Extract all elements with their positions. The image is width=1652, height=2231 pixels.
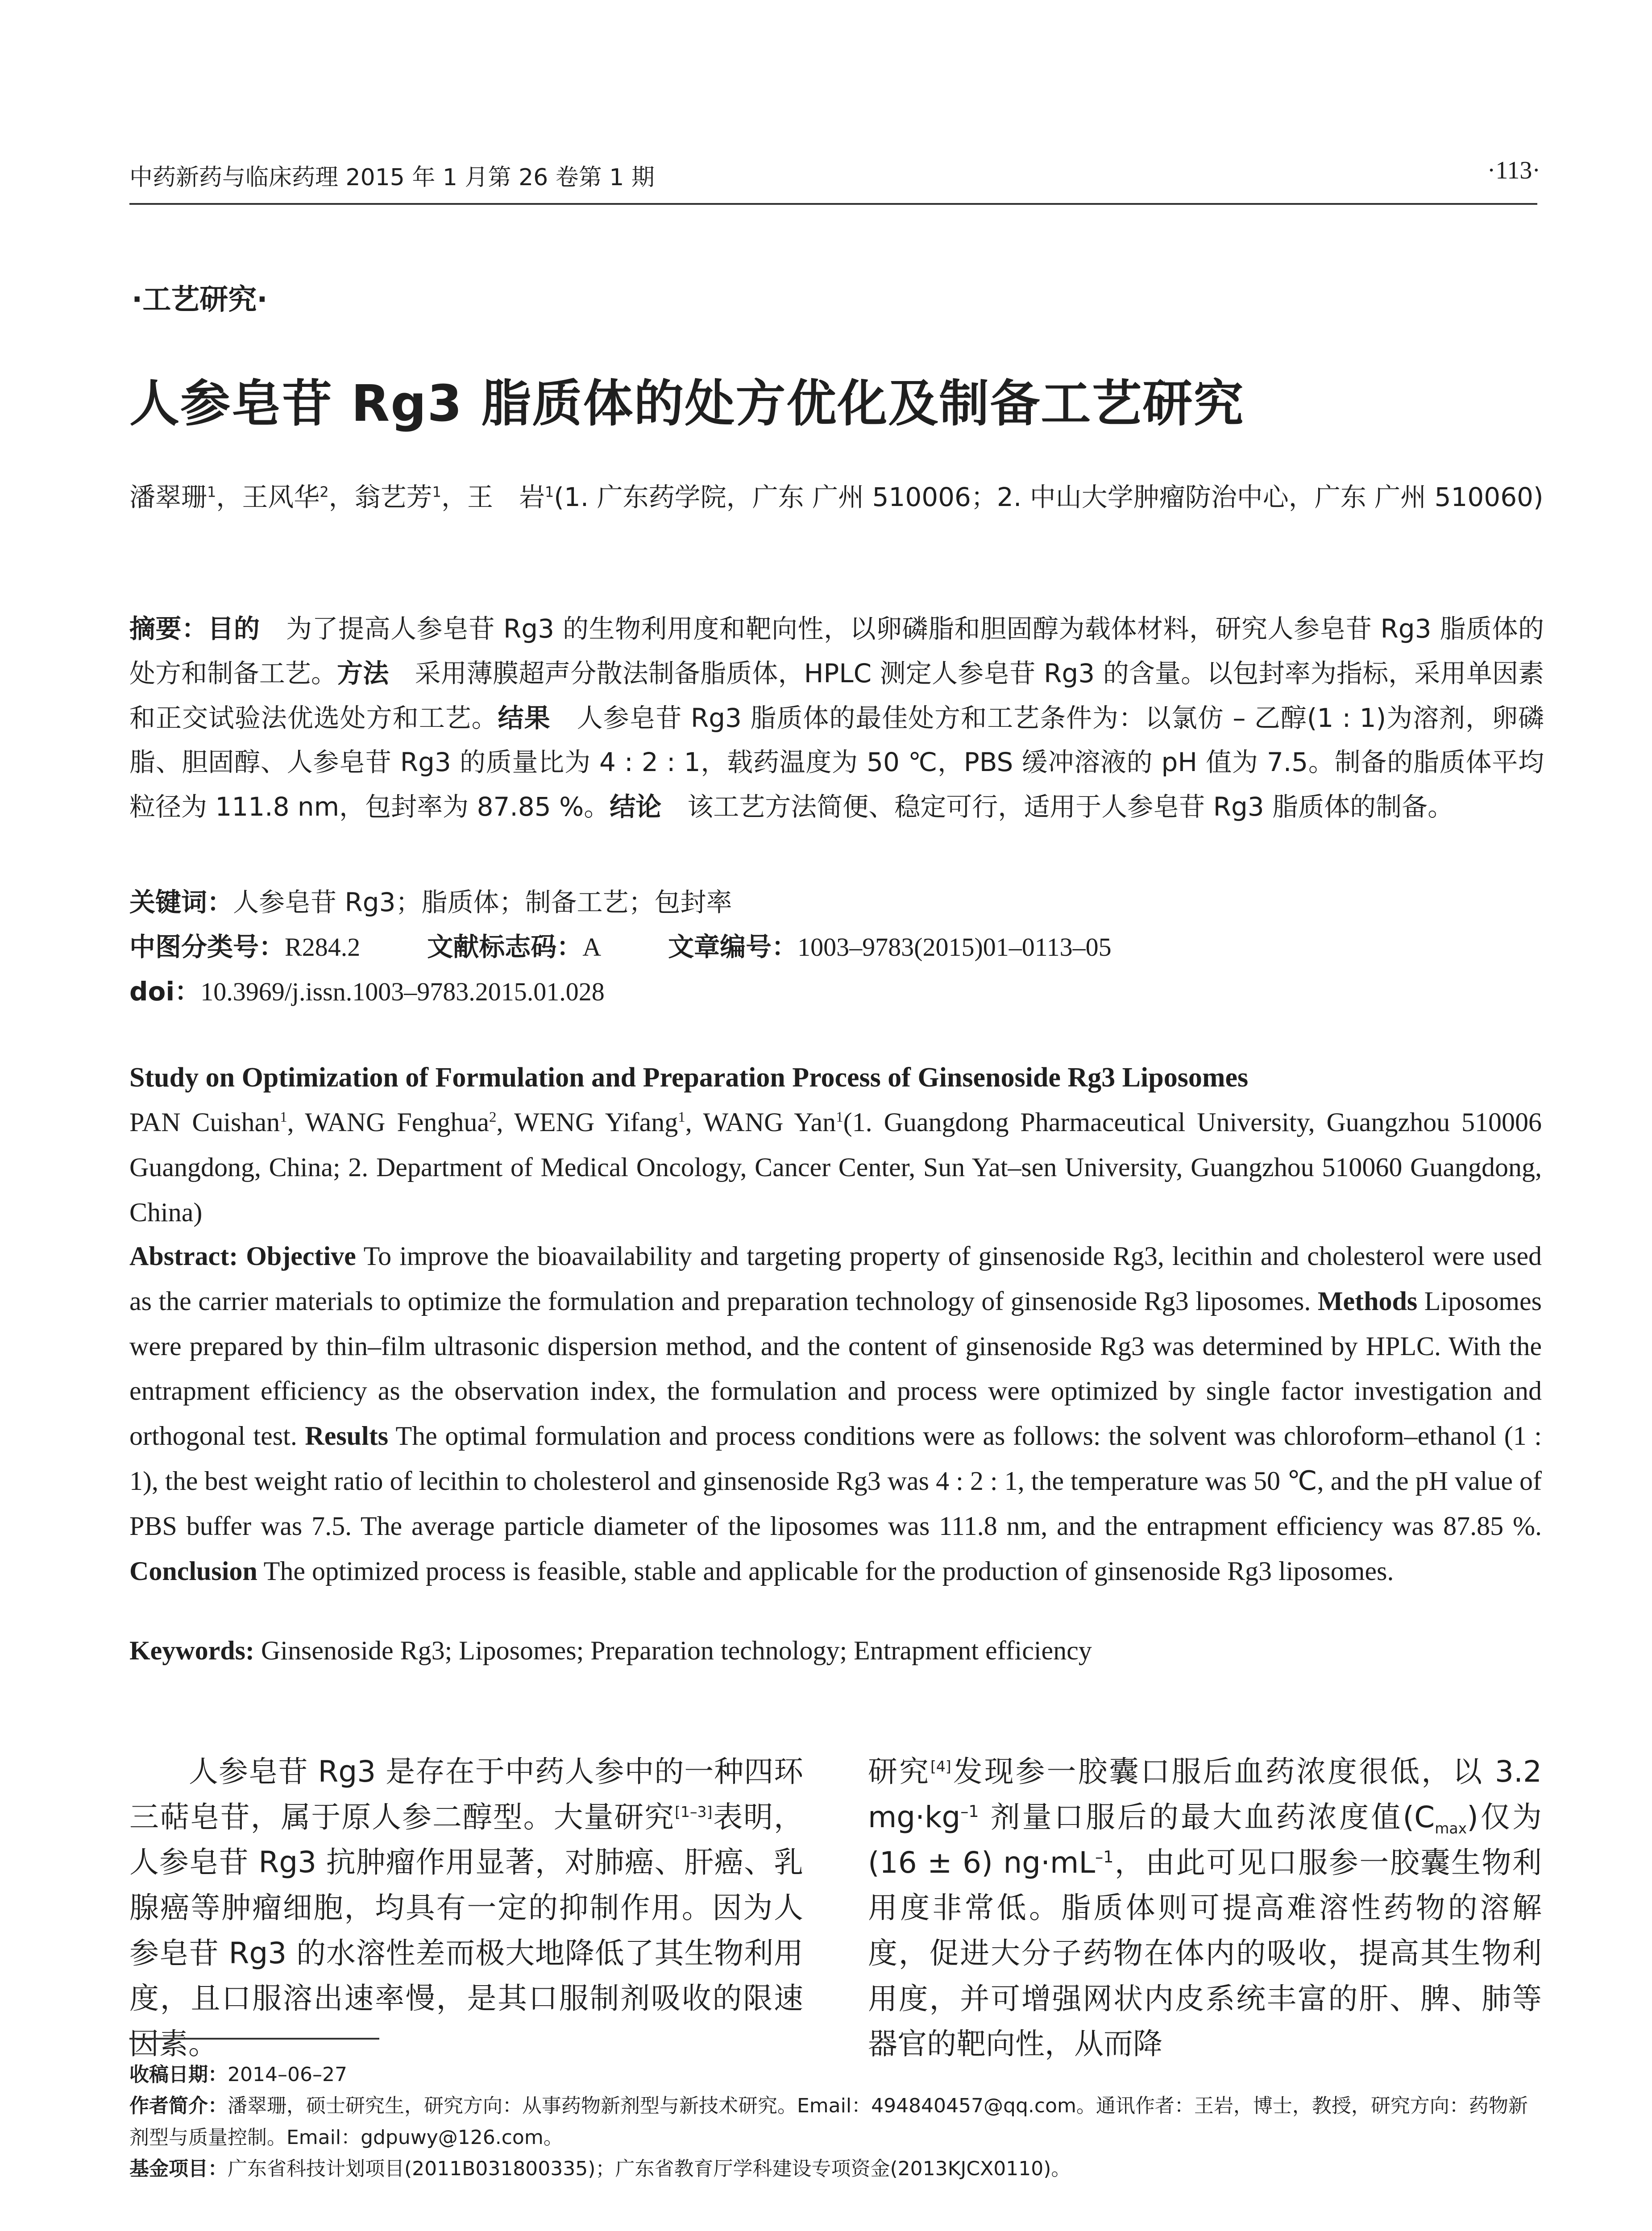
body-text: )仅为(16 ± 6) ng·mL [868, 1800, 1542, 1880]
body-text: 研究 [868, 1754, 930, 1789]
keywords-value: Ginsenoside Rg3; Liposomes; Preparation technology; Entrapment efficiency [254, 1636, 1092, 1665]
authors-en [129, 1100, 1542, 1235]
doi-value: 10.3969/j.issn.1003–9783.2015.01.028 [200, 977, 605, 1006]
methods-label: Methods [1317, 1286, 1418, 1316]
methods-label: 方法 [337, 658, 389, 688]
affil-mark: 2 [320, 483, 329, 501]
header-rule [129, 203, 1537, 205]
doi-line [129, 970, 605, 1008]
abstract-cn [129, 607, 1544, 829]
conclusion-text: The optimized process is feasible, stable and applicable for the production of ginsenoside Rg3 liposomes. [257, 1556, 1394, 1586]
author-name: , WANG Yan [685, 1107, 836, 1137]
objective-text: 为了提高人参皂苷 Rg3 的生物利用度和靶向性，以卵磷脂和胆固醇为载体材料，研究人参皂苷 Rg3 脂质体的处方和制备工艺。 [129, 614, 1544, 688]
affiliations-cn: (1. 广东药学院，广东 广州 510006；2. 中山大学肿瘤防治中心，广东 广州 510060) [554, 482, 1544, 512]
author-name: PAN Cuishan [129, 1107, 280, 1137]
keywords-label: 关键词： [129, 887, 233, 917]
footnote-rule [129, 2038, 379, 2040]
article-no-value: 1003–9783(2015)01–0113–05 [797, 933, 1112, 962]
affil-mark: 1 [207, 483, 216, 501]
funding-label: 基金项目： [129, 2157, 228, 2181]
article-title-cn: 人参皂苷 Rg3 脂质体的处方优化及制备工艺研究 [129, 375, 1245, 433]
affil-mark: 1 [678, 1109, 685, 1125]
keywords-en [129, 1635, 1092, 1666]
results-label: Results [305, 1421, 389, 1451]
methods-text: 采用薄膜超声分散法制备脂质体，HPLC 测定人参皂苷 Rg3 的含量。以包封率为指标，采用单因素和正交试验法优选处方和工艺。 [129, 658, 1544, 733]
running-head: 中药新药与临床药理 2015 年 1 月第 26 卷第 1 期 [129, 164, 655, 191]
results-text: 人参皂苷 Rg3 脂质体的最佳处方和工艺条件为：以氯仿 – 乙醇(1 : 1)为溶剂，卵磷脂、胆固醇、人参皂苷 Rg3 的质量比为 4 : 2 : 1，载药温度为 50 ℃，PBS 缓冲溶液的 pH 值为 7.5。制备的脂质体平均粒径为 111.8 nm，包封率为 87.85 %。 [129, 702, 1544, 822]
affil-mark: 1 [432, 483, 441, 501]
abstract-en [129, 1234, 1542, 1593]
body-column-right [868, 1749, 1542, 2067]
affil-mark: 1 [836, 1109, 843, 1125]
affil-mark: 1 [280, 1109, 287, 1125]
body-text: 表明，人参皂苷 Rg3 抗肿瘤作用显著，对肺癌、肝癌、乳腺癌等肿瘤细胞，均具有一定的抑制作用。因为人参皂苷 Rg3 的水溶性差而极大地降低了其生物利用度，且口服溶出速率慢，是其口服制剂吸收的限速因素。 [129, 1800, 804, 2061]
author-name: ，王风华 [216, 482, 320, 512]
author-bio [129, 2090, 1542, 2153]
page-number: ·113· [1487, 157, 1540, 184]
authors-cn [129, 475, 1544, 520]
superscript: –1 [1095, 1847, 1114, 1866]
keywords-label: Keywords: [129, 1636, 254, 1665]
keywords-value: 人参皂苷 Rg3；脂质体；制备工艺；包封率 [233, 887, 732, 917]
affil-mark: 2 [489, 1109, 497, 1125]
body-text: ，由此可见口服参一胶囊生物利用度非常低。脂质体则可提高难溶性药物的溶解度，促进大分子药物在体内的吸收，提高其生物利用度，并可增强网状内皮系统丰富的肝、脾、肺等器官的靶向性，从而降 [868, 1845, 1542, 2061]
received-label: 收稿日期： [129, 2063, 228, 2086]
objective-label: Objective [246, 1241, 356, 1271]
doi-label: doi： [129, 976, 201, 1007]
results-text: The optimal formulation and process conditions were as follows: the solvent was chloroform–ethanol (1 : 1), the best weight ratio of lecithin to cholesterol and ginsenoside Rg3 was 4 : 2 : 1, the temperature was 50 ℃, and the pH value of PBS buffer was 7.5. The average particle diameter of the liposomes was 111.8 nm, and the entrapment efficiency was 87.85 %. [129, 1421, 1542, 1541]
author-name: , WANG Fenghua [287, 1107, 489, 1137]
article-title-en: Study on Optimization of Formulation and Preparation Process of Ginsenoside Rg3 Liposomes [129, 1062, 1249, 1093]
conclusion-text: 该工艺方法简便、稳定可行，适用于人参皂苷 Rg3 脂质体的制备。 [661, 792, 1454, 822]
affil-mark: 1 [544, 483, 554, 501]
superscript: –1 [960, 1801, 979, 1821]
section-label: ·工艺研究· [132, 283, 268, 316]
affiliations-en: (1. Guangdong Pharmaceutical University, Guangzhou 510006 Guangdong, China; 2. Department of Medical Oncology, Cancer Center, Sun Yat–sen University, Guangzhou 510060 Guangdong, China) [129, 1107, 1542, 1227]
keywords-cn [129, 881, 732, 919]
objective-text: To improve the bioavailability and targeting property of ginsenoside Rg3, lecithin and cholesterol were used as the carrier materials to optimize the formulation and preparation technology of ginsenoside Rg3 liposomes. [129, 1241, 1542, 1316]
received-date [129, 2059, 1542, 2090]
author-name: 潘翠珊 [129, 482, 208, 512]
author-name: ，王 岩 [441, 482, 545, 512]
received-value: 2014–06–27 [228, 2063, 347, 2086]
abstract-label: 摘要： [129, 614, 208, 644]
citation-ref: [1–3] [675, 1803, 713, 1820]
author-bio-text: 潘翠珊，硕士研究生，研究方向：从事药物新剂型与新技术研究。Email：494840457@qq.com。通讯作者：王岩，博士，教授，研究方向：药物新剂型与质量控制。Email：gdpuwy@126.com。 [129, 2094, 1528, 2149]
body-text: 发现参一胶囊口服后血药浓度很低，以 3.2 mg·kg [868, 1754, 1542, 1834]
conclusion-label: 结论 [610, 792, 662, 822]
doc-code-value: A [582, 933, 602, 962]
classification-line [129, 926, 1112, 963]
conclusion-label: Conclusion [129, 1556, 257, 1586]
clc-value: R284.2 [285, 933, 361, 962]
clc-label: 中图分类号： [129, 932, 285, 962]
author-name: , WENG Yifang [496, 1107, 678, 1137]
doc-code-label: 文献标志码： [427, 932, 583, 962]
author-bio-label: 作者简介： [129, 2094, 228, 2118]
footnotes [129, 2059, 1542, 2185]
body-column-left [129, 1749, 803, 2066]
funding-text: 广东省科技计划项目(2011B031800335)；广东省教育厅学科建设专项资金(2013KJCX0110)。 [228, 2157, 1071, 2181]
funding [129, 2153, 1542, 2185]
methods-text: Liposomes were prepared by thin–film ultrasonic dispersion method, and the content of ginsenoside Rg3 was determined by HPLC. With the entrapment efficiency as the observation index, the formulation and process were optimized by single factor investigation and orthogonal test. [129, 1286, 1542, 1451]
body-text: 人参皂苷 Rg3 是存在于中药人参中的一种四环三萜皂苷，属于原人参二醇型。大量研究 [129, 1754, 803, 1834]
body-text: 剂量口服后的最大血药浓度值(C [979, 1800, 1435, 1834]
objective-label: 目的 [208, 614, 260, 644]
article-no-label: 文章编号： [668, 932, 798, 962]
abstract-label: Abstract: [129, 1241, 238, 1271]
citation-ref: [4] [930, 1758, 951, 1775]
author-name: ，翁艺芳 [328, 482, 432, 512]
results-label: 结果 [498, 702, 551, 733]
subscript: max [1435, 1819, 1467, 1837]
